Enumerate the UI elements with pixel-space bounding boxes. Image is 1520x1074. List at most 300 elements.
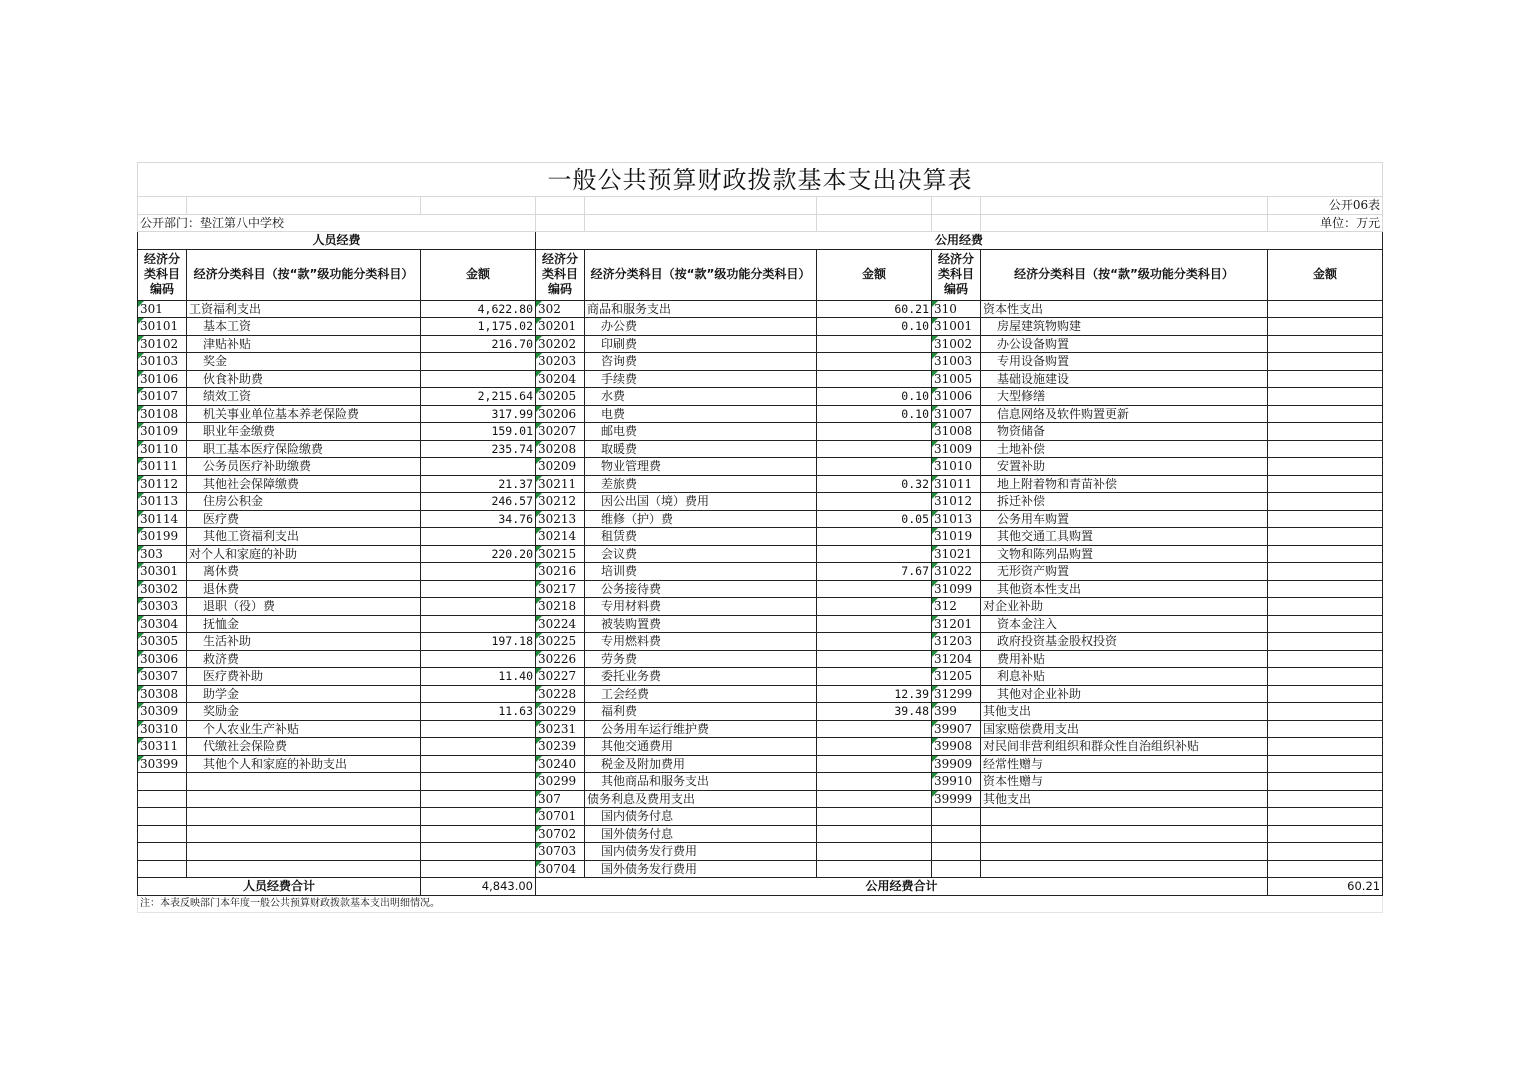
econ-code-cell: 31011 bbox=[932, 475, 981, 493]
amount-cell bbox=[1268, 825, 1383, 843]
col-amount-header: 金额 bbox=[1268, 249, 1383, 300]
econ-code-cell: 30228 bbox=[536, 685, 585, 703]
amount-cell: 197.18 bbox=[421, 633, 536, 651]
econ-item-name-cell: 绩效工资 bbox=[187, 388, 421, 406]
econ-item-name-cell: 经常性赠与 bbox=[981, 755, 1268, 773]
amount-cell bbox=[1268, 668, 1383, 686]
econ-item-name-cell bbox=[187, 808, 421, 826]
econ-item-name-cell: 物资储备 bbox=[981, 423, 1268, 441]
econ-item-name-cell: 国外债务付息 bbox=[585, 825, 817, 843]
amount-cell bbox=[421, 353, 536, 371]
econ-item-name-cell: 助学金 bbox=[187, 685, 421, 703]
amount-cell bbox=[1268, 528, 1383, 546]
amount-cell bbox=[421, 563, 536, 581]
amount-cell bbox=[817, 790, 932, 808]
col-name-header: 经济分类科目（按“款”级功能分类科目） bbox=[981, 249, 1268, 300]
amount-cell bbox=[817, 598, 932, 616]
amount-cell bbox=[817, 808, 932, 826]
econ-item-name-cell: 职业年金缴费 bbox=[187, 423, 421, 441]
amount-cell: 12.39 bbox=[817, 685, 932, 703]
econ-code-cell bbox=[138, 860, 187, 878]
amount-cell bbox=[421, 773, 536, 791]
econ-item-name-cell: 地上附着物和青苗补偿 bbox=[981, 475, 1268, 493]
econ-code-cell: 30307 bbox=[138, 668, 187, 686]
table-row bbox=[138, 458, 1383, 476]
amount-cell bbox=[1268, 423, 1383, 441]
amount-cell bbox=[817, 458, 932, 476]
econ-item-name-cell: 商品和服务支出 bbox=[585, 300, 817, 318]
econ-code-cell: 39909 bbox=[932, 755, 981, 773]
econ-code-cell: 30224 bbox=[536, 615, 585, 633]
amount-cell bbox=[421, 843, 536, 861]
amount-cell bbox=[421, 720, 536, 738]
econ-item-name-cell: 公务员医疗补助缴费 bbox=[187, 458, 421, 476]
econ-code-cell bbox=[138, 825, 187, 843]
econ-code-cell: 30109 bbox=[138, 423, 187, 441]
amount-cell bbox=[817, 738, 932, 756]
amount-cell: 11.40 bbox=[421, 668, 536, 686]
econ-code-cell: 30231 bbox=[536, 720, 585, 738]
econ-code-cell: 312 bbox=[932, 598, 981, 616]
amount-cell bbox=[1268, 353, 1383, 371]
econ-item-name-cell bbox=[187, 790, 421, 808]
econ-code-cell: 30213 bbox=[536, 510, 585, 528]
econ-code-cell bbox=[932, 825, 981, 843]
econ-item-name-cell: 专用材料费 bbox=[585, 598, 817, 616]
amount-cell bbox=[1268, 685, 1383, 703]
table-row bbox=[138, 370, 1383, 388]
econ-item-name-cell: 其他交通费用 bbox=[585, 738, 817, 756]
amount-cell bbox=[421, 685, 536, 703]
econ-item-name-cell: 专用设备购置 bbox=[981, 353, 1268, 371]
econ-item-name-cell: 其他对企业补助 bbox=[981, 685, 1268, 703]
amount-cell bbox=[817, 860, 932, 878]
amount-cell bbox=[1268, 860, 1383, 878]
econ-item-name-cell: 土地补偿 bbox=[981, 440, 1268, 458]
econ-code-cell: 307 bbox=[536, 790, 585, 808]
econ-item-name-cell: 退职（役）费 bbox=[187, 598, 421, 616]
econ-item-name-cell: 基础设施建设 bbox=[981, 370, 1268, 388]
econ-item-name-cell: 退休费 bbox=[187, 580, 421, 598]
econ-item-name-cell: 对企业补助 bbox=[981, 598, 1268, 616]
econ-item-name-cell: 租赁费 bbox=[585, 528, 817, 546]
amount-cell bbox=[1268, 563, 1383, 581]
table-row bbox=[138, 773, 1383, 791]
econ-item-name-cell bbox=[187, 860, 421, 878]
econ-code-cell: 302 bbox=[536, 300, 585, 318]
econ-item-name-cell: 文物和陈列品购置 bbox=[981, 545, 1268, 563]
amount-cell bbox=[1268, 755, 1383, 773]
econ-code-cell: 30310 bbox=[138, 720, 187, 738]
econ-code-cell: 31007 bbox=[932, 405, 981, 423]
econ-code-cell: 30106 bbox=[138, 370, 187, 388]
amount-cell: 216.70 bbox=[421, 335, 536, 353]
amount-cell bbox=[817, 615, 932, 633]
amount-cell bbox=[817, 755, 932, 773]
econ-code-cell bbox=[138, 773, 187, 791]
econ-code-cell: 31009 bbox=[932, 440, 981, 458]
amount-cell bbox=[421, 370, 536, 388]
econ-item-name-cell bbox=[981, 843, 1268, 861]
econ-code-cell: 31013 bbox=[932, 510, 981, 528]
econ-code-cell: 30303 bbox=[138, 598, 187, 616]
col-name-header: 经济分类科目（按“款”级功能分类科目） bbox=[187, 249, 421, 300]
table-row bbox=[138, 318, 1383, 336]
amount-cell bbox=[1268, 300, 1383, 318]
econ-item-name-cell: 基本工资 bbox=[187, 318, 421, 336]
econ-code-cell: 30702 bbox=[536, 825, 585, 843]
econ-item-name-cell: 因公出国（境）费用 bbox=[585, 493, 817, 511]
econ-item-name-cell: 工会经费 bbox=[585, 685, 817, 703]
amount-cell bbox=[1268, 738, 1383, 756]
amount-cell bbox=[421, 580, 536, 598]
table-row bbox=[138, 475, 1383, 493]
econ-item-name-cell: 安置补助 bbox=[981, 458, 1268, 476]
amount-cell bbox=[421, 860, 536, 878]
table-row bbox=[138, 808, 1383, 826]
table-row bbox=[138, 755, 1383, 773]
econ-code-cell: 30311 bbox=[138, 738, 187, 756]
econ-code-cell: 30306 bbox=[138, 650, 187, 668]
amount-cell bbox=[1268, 580, 1383, 598]
amount-cell bbox=[1268, 458, 1383, 476]
econ-code-cell bbox=[932, 843, 981, 861]
econ-item-name-cell: 国外债务发行费用 bbox=[585, 860, 817, 878]
amount-cell bbox=[1268, 790, 1383, 808]
econ-code-cell: 301 bbox=[138, 300, 187, 318]
amount-cell bbox=[817, 545, 932, 563]
amount-cell bbox=[421, 808, 536, 826]
amount-cell: 7.67 bbox=[817, 563, 932, 581]
econ-code-cell: 30110 bbox=[138, 440, 187, 458]
econ-item-name-cell: 费用补贴 bbox=[981, 650, 1268, 668]
amount-cell bbox=[421, 825, 536, 843]
amount-cell bbox=[421, 755, 536, 773]
econ-item-name-cell: 公务接待费 bbox=[585, 580, 817, 598]
econ-code-cell: 31019 bbox=[932, 528, 981, 546]
econ-item-name-cell: 水费 bbox=[585, 388, 817, 406]
econ-item-name-cell: 住房公积金 bbox=[187, 493, 421, 511]
econ-item-name-cell: 伙食补助费 bbox=[187, 370, 421, 388]
econ-item-name-cell bbox=[981, 825, 1268, 843]
table-row bbox=[138, 650, 1383, 668]
econ-item-name-cell: 拆迁补偿 bbox=[981, 493, 1268, 511]
econ-code-cell: 31204 bbox=[932, 650, 981, 668]
econ-item-name-cell: 债务利息及费用支出 bbox=[585, 790, 817, 808]
table-number: 公开06表 bbox=[1268, 197, 1383, 215]
amount-cell: 39.48 bbox=[817, 703, 932, 721]
personnel-total-label: 人员经费合计 bbox=[138, 878, 421, 896]
amount-cell: 0.05 bbox=[817, 510, 932, 528]
page-title: 一般公共预算财政拨款基本支出决算表 bbox=[138, 163, 1383, 197]
table-row bbox=[138, 685, 1383, 703]
econ-code-cell: 30114 bbox=[138, 510, 187, 528]
econ-code-cell: 30218 bbox=[536, 598, 585, 616]
amount-cell bbox=[817, 335, 932, 353]
amount-cell bbox=[1268, 335, 1383, 353]
col-code-header: 经济分类科目编码 bbox=[932, 249, 981, 300]
section-personnel-header: 人员经费 bbox=[138, 232, 536, 250]
econ-item-name-cell: 利息补贴 bbox=[981, 668, 1268, 686]
econ-code-cell: 31299 bbox=[932, 685, 981, 703]
econ-code-cell: 31002 bbox=[932, 335, 981, 353]
table-row bbox=[138, 720, 1383, 738]
amount-cell: 2,215.64 bbox=[421, 388, 536, 406]
econ-item-name-cell: 差旅费 bbox=[585, 475, 817, 493]
econ-code-cell: 30301 bbox=[138, 563, 187, 581]
econ-item-name-cell: 培训费 bbox=[585, 563, 817, 581]
amount-cell: 317.99 bbox=[421, 405, 536, 423]
econ-code-cell: 30202 bbox=[536, 335, 585, 353]
econ-item-name-cell: 取暖费 bbox=[585, 440, 817, 458]
amount-cell bbox=[1268, 633, 1383, 651]
econ-item-name-cell: 津贴补贴 bbox=[187, 335, 421, 353]
expenditure-sheet bbox=[137, 162, 1382, 913]
table-row bbox=[138, 615, 1383, 633]
econ-code-cell: 30208 bbox=[536, 440, 585, 458]
amount-cell: 1,175.02 bbox=[421, 318, 536, 336]
econ-code-cell: 30226 bbox=[536, 650, 585, 668]
amount-cell bbox=[817, 493, 932, 511]
econ-item-name-cell: 离休费 bbox=[187, 563, 421, 581]
table-row bbox=[138, 563, 1383, 581]
amount-cell bbox=[1268, 808, 1383, 826]
econ-code-cell: 399 bbox=[932, 703, 981, 721]
econ-code-cell: 30108 bbox=[138, 405, 187, 423]
table-row bbox=[138, 860, 1383, 878]
econ-code-cell: 31010 bbox=[932, 458, 981, 476]
econ-item-name-cell: 对个人和家庭的补助 bbox=[187, 545, 421, 563]
amount-cell bbox=[817, 370, 932, 388]
econ-item-name-cell: 职工基本医疗保险缴费 bbox=[187, 440, 421, 458]
econ-item-name-cell: 救济费 bbox=[187, 650, 421, 668]
econ-code-cell: 30204 bbox=[536, 370, 585, 388]
amount-cell bbox=[817, 825, 932, 843]
amount-cell bbox=[421, 650, 536, 668]
econ-code-cell: 30305 bbox=[138, 633, 187, 651]
econ-code-cell: 30227 bbox=[536, 668, 585, 686]
econ-code-cell: 30225 bbox=[536, 633, 585, 651]
col-name-header: 经济分类科目（按“款”级功能分类科目） bbox=[585, 249, 817, 300]
amount-cell bbox=[817, 650, 932, 668]
econ-code-cell: 30302 bbox=[138, 580, 187, 598]
econ-code-cell: 31022 bbox=[932, 563, 981, 581]
table-row bbox=[138, 528, 1383, 546]
econ-item-name-cell: 手续费 bbox=[585, 370, 817, 388]
econ-item-name-cell: 其他支出 bbox=[981, 790, 1268, 808]
amount-cell: 159.01 bbox=[421, 423, 536, 441]
table-row bbox=[138, 335, 1383, 353]
econ-code-cell: 39907 bbox=[932, 720, 981, 738]
econ-code-cell: 310 bbox=[932, 300, 981, 318]
econ-item-name-cell: 资本性支出 bbox=[981, 300, 1268, 318]
econ-item-name-cell: 其他商品和服务支出 bbox=[585, 773, 817, 791]
amount-cell bbox=[1268, 493, 1383, 511]
econ-code-cell: 30701 bbox=[536, 808, 585, 826]
amount-cell bbox=[1268, 440, 1383, 458]
table-row bbox=[138, 423, 1383, 441]
econ-code-cell: 30240 bbox=[536, 755, 585, 773]
amount-cell bbox=[817, 773, 932, 791]
amount-cell: 0.32 bbox=[817, 475, 932, 493]
amount-cell bbox=[1268, 370, 1383, 388]
econ-item-name-cell: 奖金 bbox=[187, 353, 421, 371]
amount-cell bbox=[817, 580, 932, 598]
econ-code-cell: 30199 bbox=[138, 528, 187, 546]
econ-item-name-cell: 委托业务费 bbox=[585, 668, 817, 686]
econ-item-name-cell: 资本性赠与 bbox=[981, 773, 1268, 791]
econ-code-cell bbox=[932, 808, 981, 826]
econ-item-name-cell: 个人农业生产补贴 bbox=[187, 720, 421, 738]
table-row bbox=[138, 668, 1383, 686]
table-row bbox=[138, 738, 1383, 756]
econ-code-cell: 30399 bbox=[138, 755, 187, 773]
econ-item-name-cell: 抚恤金 bbox=[187, 615, 421, 633]
table-row bbox=[138, 405, 1383, 423]
table-note: 注：本表反映部门本年度一般公共预算财政拨款基本支出明细情况。 bbox=[138, 895, 1383, 912]
amount-cell bbox=[1268, 318, 1383, 336]
amount-cell bbox=[1268, 545, 1383, 563]
econ-item-name-cell: 福利费 bbox=[585, 703, 817, 721]
econ-item-name-cell: 劳务费 bbox=[585, 650, 817, 668]
econ-item-name-cell: 其他工资福利支出 bbox=[187, 528, 421, 546]
econ-item-name-cell: 公务用车购置 bbox=[981, 510, 1268, 528]
econ-item-name-cell: 代缴社会保险费 bbox=[187, 738, 421, 756]
econ-code-cell: 31099 bbox=[932, 580, 981, 598]
econ-code-cell bbox=[932, 860, 981, 878]
econ-code-cell: 31005 bbox=[932, 370, 981, 388]
amount-cell bbox=[1268, 388, 1383, 406]
expenditure-table bbox=[137, 162, 1383, 913]
econ-code-cell: 30101 bbox=[138, 318, 187, 336]
amount-cell bbox=[1268, 773, 1383, 791]
econ-code-cell: 30102 bbox=[138, 335, 187, 353]
amount-cell bbox=[1268, 598, 1383, 616]
amount-cell: 11.63 bbox=[421, 703, 536, 721]
table-row bbox=[138, 598, 1383, 616]
amount-cell: 0.10 bbox=[817, 388, 932, 406]
amount-cell bbox=[817, 528, 932, 546]
amount-cell: 0.10 bbox=[817, 405, 932, 423]
amount-cell: 235.74 bbox=[421, 440, 536, 458]
department-label: 公开部门：垫江第八中学校 bbox=[138, 214, 536, 232]
econ-item-name-cell: 大型修缮 bbox=[981, 388, 1268, 406]
econ-code-cell bbox=[138, 843, 187, 861]
econ-item-name-cell: 其他社会保障缴费 bbox=[187, 475, 421, 493]
econ-code-cell: 30239 bbox=[536, 738, 585, 756]
econ-code-cell: 30112 bbox=[138, 475, 187, 493]
econ-item-name-cell: 国家赔偿费用支出 bbox=[981, 720, 1268, 738]
econ-item-name-cell: 对民间非营利组织和群众性自治组织补贴 bbox=[981, 738, 1268, 756]
table-row bbox=[138, 510, 1383, 528]
amount-cell: 21.37 bbox=[421, 475, 536, 493]
econ-item-name-cell bbox=[981, 860, 1268, 878]
econ-code-cell: 39910 bbox=[932, 773, 981, 791]
econ-code-cell: 31201 bbox=[932, 615, 981, 633]
econ-item-name-cell: 房屋建筑物购建 bbox=[981, 318, 1268, 336]
econ-code-cell: 30201 bbox=[536, 318, 585, 336]
econ-code-cell: 30209 bbox=[536, 458, 585, 476]
econ-code-cell: 30206 bbox=[536, 405, 585, 423]
econ-item-name-cell: 国内债务发行费用 bbox=[585, 843, 817, 861]
econ-code-cell: 30304 bbox=[138, 615, 187, 633]
personnel-total-value: 4,843.00 bbox=[421, 878, 536, 896]
econ-item-name-cell bbox=[187, 825, 421, 843]
econ-code-cell: 30215 bbox=[536, 545, 585, 563]
amount-cell bbox=[421, 598, 536, 616]
econ-code-cell: 30309 bbox=[138, 703, 187, 721]
econ-item-name-cell: 办公费 bbox=[585, 318, 817, 336]
amount-cell bbox=[1268, 650, 1383, 668]
econ-code-cell: 31008 bbox=[932, 423, 981, 441]
amount-cell bbox=[817, 423, 932, 441]
econ-item-name-cell: 生活补助 bbox=[187, 633, 421, 651]
amount-cell bbox=[421, 790, 536, 808]
econ-code-cell: 31003 bbox=[932, 353, 981, 371]
public-total-label: 公用经费合计 bbox=[536, 878, 1268, 896]
table-row bbox=[138, 790, 1383, 808]
econ-code-cell: 30212 bbox=[536, 493, 585, 511]
econ-code-cell: 30299 bbox=[536, 773, 585, 791]
econ-item-name-cell: 工资福利支出 bbox=[187, 300, 421, 318]
econ-item-name-cell: 电费 bbox=[585, 405, 817, 423]
econ-item-name-cell: 其他资本性支出 bbox=[981, 580, 1268, 598]
econ-item-name-cell: 物业管理费 bbox=[585, 458, 817, 476]
econ-item-name-cell: 医疗费 bbox=[187, 510, 421, 528]
amount-cell: 246.57 bbox=[421, 493, 536, 511]
amount-cell bbox=[421, 528, 536, 546]
econ-code-cell: 30216 bbox=[536, 563, 585, 581]
econ-item-name-cell: 奖励金 bbox=[187, 703, 421, 721]
amount-cell: 220.20 bbox=[421, 545, 536, 563]
econ-item-name-cell: 办公设备购置 bbox=[981, 335, 1268, 353]
econ-code-cell bbox=[138, 790, 187, 808]
econ-code-cell: 30704 bbox=[536, 860, 585, 878]
table-row bbox=[138, 440, 1383, 458]
econ-item-name-cell: 印刷费 bbox=[585, 335, 817, 353]
table-row bbox=[138, 633, 1383, 651]
econ-code-cell: 30229 bbox=[536, 703, 585, 721]
col-amount-header: 金额 bbox=[817, 249, 932, 300]
econ-code-cell: 30207 bbox=[536, 423, 585, 441]
econ-code-cell: 31205 bbox=[932, 668, 981, 686]
econ-item-name-cell: 资本金注入 bbox=[981, 615, 1268, 633]
amount-cell bbox=[817, 353, 932, 371]
table-row bbox=[138, 843, 1383, 861]
amount-cell bbox=[817, 720, 932, 738]
econ-code-cell: 39908 bbox=[932, 738, 981, 756]
amount-cell: 4,622.80 bbox=[421, 300, 536, 318]
table-row bbox=[138, 388, 1383, 406]
amount-cell bbox=[1268, 615, 1383, 633]
amount-cell bbox=[1268, 405, 1383, 423]
econ-code-cell: 30113 bbox=[138, 493, 187, 511]
amount-cell bbox=[1268, 843, 1383, 861]
col-code-header: 经济分类科目编码 bbox=[138, 249, 187, 300]
table-row bbox=[138, 580, 1383, 598]
econ-item-name-cell: 国内债务付息 bbox=[585, 808, 817, 826]
econ-item-name-cell: 其他交通工具购置 bbox=[981, 528, 1268, 546]
econ-code-cell: 31012 bbox=[932, 493, 981, 511]
table-row bbox=[138, 545, 1383, 563]
econ-code-cell: 30205 bbox=[536, 388, 585, 406]
amount-cell bbox=[421, 615, 536, 633]
amount-cell bbox=[1268, 510, 1383, 528]
econ-item-name-cell: 税金及附加费用 bbox=[585, 755, 817, 773]
amount-cell: 0.10 bbox=[817, 318, 932, 336]
econ-code-cell: 30111 bbox=[138, 458, 187, 476]
econ-item-name-cell: 会议费 bbox=[585, 545, 817, 563]
